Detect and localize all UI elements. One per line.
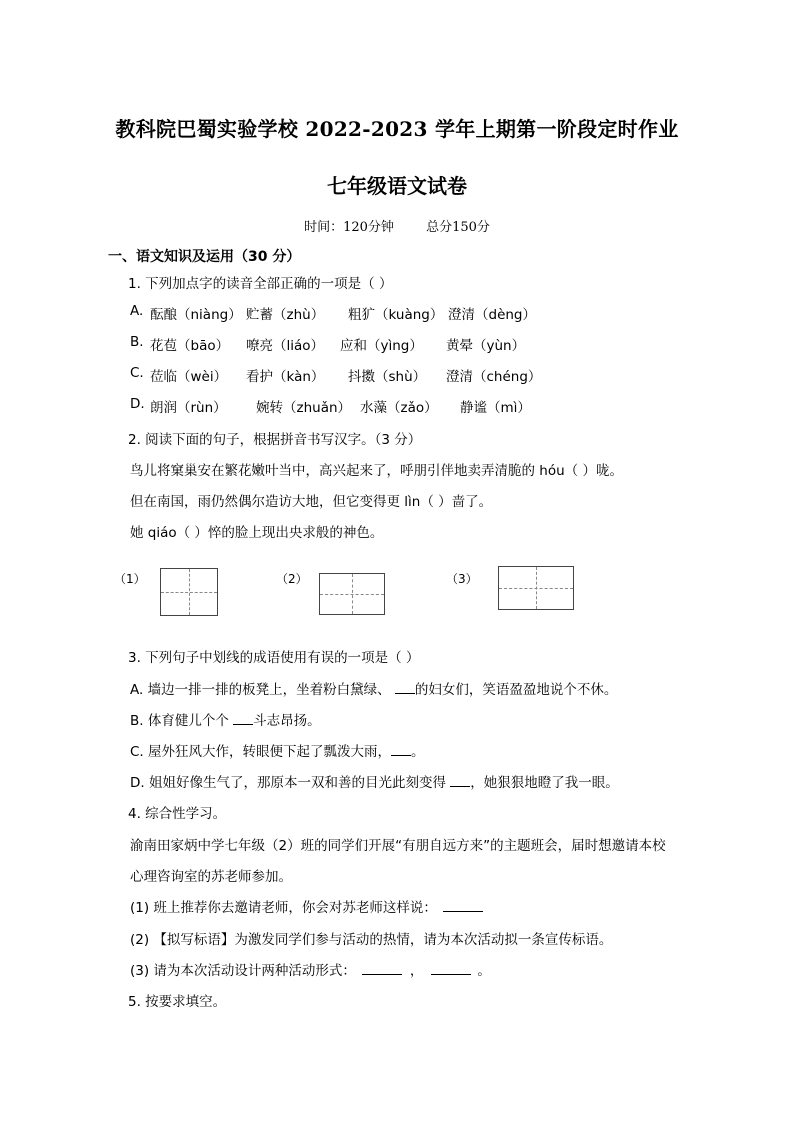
- option-item: 静谧（mì）: [460, 400, 531, 416]
- q3-c-text: C. 屋外狂风大作，转眼便下起了瓢泼大雨，: [130, 744, 392, 760]
- separator: ，: [409, 963, 424, 979]
- time-limit: 时间：120分钟: [304, 220, 394, 235]
- q3-d-text: D. 姐姐好像生气了，那原本一双和善的目光此刻变得: [130, 775, 451, 791]
- q2-stem: 2. 阅读下面的句子，根据拼音书写汉字。（3 分）: [128, 432, 422, 448]
- option-item: 澄清（chéng）: [446, 369, 542, 385]
- option-label: B.: [130, 334, 144, 350]
- option-item: 应和（yìng）: [340, 338, 423, 354]
- answer-box-label-2: （2）: [276, 572, 308, 586]
- q4-part-3: [130, 959, 491, 979]
- q1-option-a: [130, 303, 537, 323]
- option-item: 花苞（bāo）: [150, 338, 230, 354]
- q1-option-b: [130, 334, 526, 354]
- idiom-blank[interactable]: [391, 741, 411, 756]
- option-item: 粗犷（kuàng）: [348, 307, 444, 323]
- period: 。: [477, 963, 491, 979]
- q4-part-3-text: (3) 请为本次活动设计两种活动形式：: [130, 963, 356, 979]
- answer-box-label-3: （3）: [446, 572, 478, 586]
- answer-blank[interactable]: [362, 960, 402, 975]
- q3-option-c: [130, 740, 425, 760]
- q3-stem: 3. 下列句子中划线的成语使用有误的一项是（ ）: [128, 650, 420, 666]
- option-item: 酝酿（niàng）: [150, 307, 242, 323]
- option-item: 嘹亮（liáo）: [246, 338, 325, 354]
- answer-box-2[interactable]: [319, 573, 385, 615]
- q5-stem: 5. 按要求填空。: [128, 994, 227, 1010]
- q4-intro-line-1: 渝南田家炳中学七年级（2）班的同学们开展“有朋自远方来”的主题班会，届时想邀请本校: [130, 838, 666, 854]
- answer-box-1[interactable]: [160, 568, 218, 616]
- option-label: D.: [130, 396, 145, 412]
- total-score: 总分150分: [426, 220, 490, 235]
- option-item: 澄清（dèng）: [448, 307, 537, 323]
- q3-b-text-end: 斗志昂扬。: [253, 713, 321, 729]
- option-item: 看护（kàn）: [246, 369, 325, 385]
- q3-option-d: [130, 771, 619, 791]
- q1-option-d: [130, 396, 531, 416]
- q4-intro-line-2: 心理咨询室的苏老师参加。: [130, 869, 292, 885]
- q2-sentence-1: 鸟儿将窠巢安在繁花嫩叶当中，高兴起来了，呼朋引伴地卖弄清脆的 hóu（ ）咙。: [130, 463, 623, 479]
- option-item: 朗润（rùn）: [150, 400, 227, 416]
- q4-part-1-text: (1) 班上推荐你去邀请老师，你会对苏老师这样说：: [130, 900, 437, 916]
- option-label: C.: [130, 365, 144, 381]
- q4-stem: 4. 综合性学习。: [128, 806, 227, 822]
- q4-part-2: (2) 【拟写标语】为激发同学们参与活动的热情，请为本次活动拟一条宣传标语。: [130, 932, 613, 948]
- option-item: 抖擞（shù）: [348, 369, 427, 385]
- q3-a-text-end: 的妇女们，笑语盈盈地说个不休。: [414, 682, 618, 698]
- option-item: 贮蓄（zhù）: [246, 307, 325, 323]
- q3-option-b: [130, 709, 321, 729]
- answer-blank[interactable]: [431, 960, 471, 975]
- idiom-blank[interactable]: [395, 679, 415, 694]
- answer-box-label-1: （1）: [114, 572, 146, 586]
- q3-option-a: [130, 678, 617, 698]
- option-label: A.: [130, 303, 144, 319]
- idiom-blank[interactable]: [450, 772, 470, 787]
- answer-box-3[interactable]: [498, 566, 574, 610]
- exam-subtitle: 七年级语文试卷: [327, 174, 467, 198]
- exam-meta: [0, 216, 794, 235]
- q3-c-text-end: 。: [411, 744, 425, 760]
- option-item: 莅临（wèi）: [150, 369, 228, 385]
- q1-option-c: [130, 365, 542, 385]
- q2-sentence-2: 但在南国，雨仍然偶尔造访大地，但它变得更 lìn（ ）啬了。: [130, 494, 493, 510]
- option-item: 水藻（zǎo）: [360, 400, 438, 416]
- q3-a-text: A. 墙边一排一排的板凳上，坐着粉白黛绿、: [130, 682, 395, 698]
- section-heading: 一、语文知识及运用（30 分）: [108, 249, 301, 265]
- idiom-blank[interactable]: [233, 710, 253, 725]
- option-item: 黄晕（yùn）: [446, 338, 526, 354]
- q3-d-text-end: ，她狠狠地瞪了我一眼。: [470, 775, 619, 791]
- exam-title: 教科院巴蜀实验学校 2022-2023 学年上期第一阶段定时作业: [115, 117, 679, 141]
- q3-b-text: B. 体育健儿个个: [130, 713, 234, 729]
- q1-stem: 1. 下列加点字的读音全部正确的一项是（ ）: [128, 276, 393, 292]
- answer-blank[interactable]: [443, 897, 483, 912]
- q4-part-1: [130, 896, 483, 916]
- q2-sentence-3: 她 qiáo（ ）悴的脸上现出央求般的神色。: [130, 525, 384, 541]
- option-item: 婉转（zhuǎn）: [256, 400, 352, 416]
